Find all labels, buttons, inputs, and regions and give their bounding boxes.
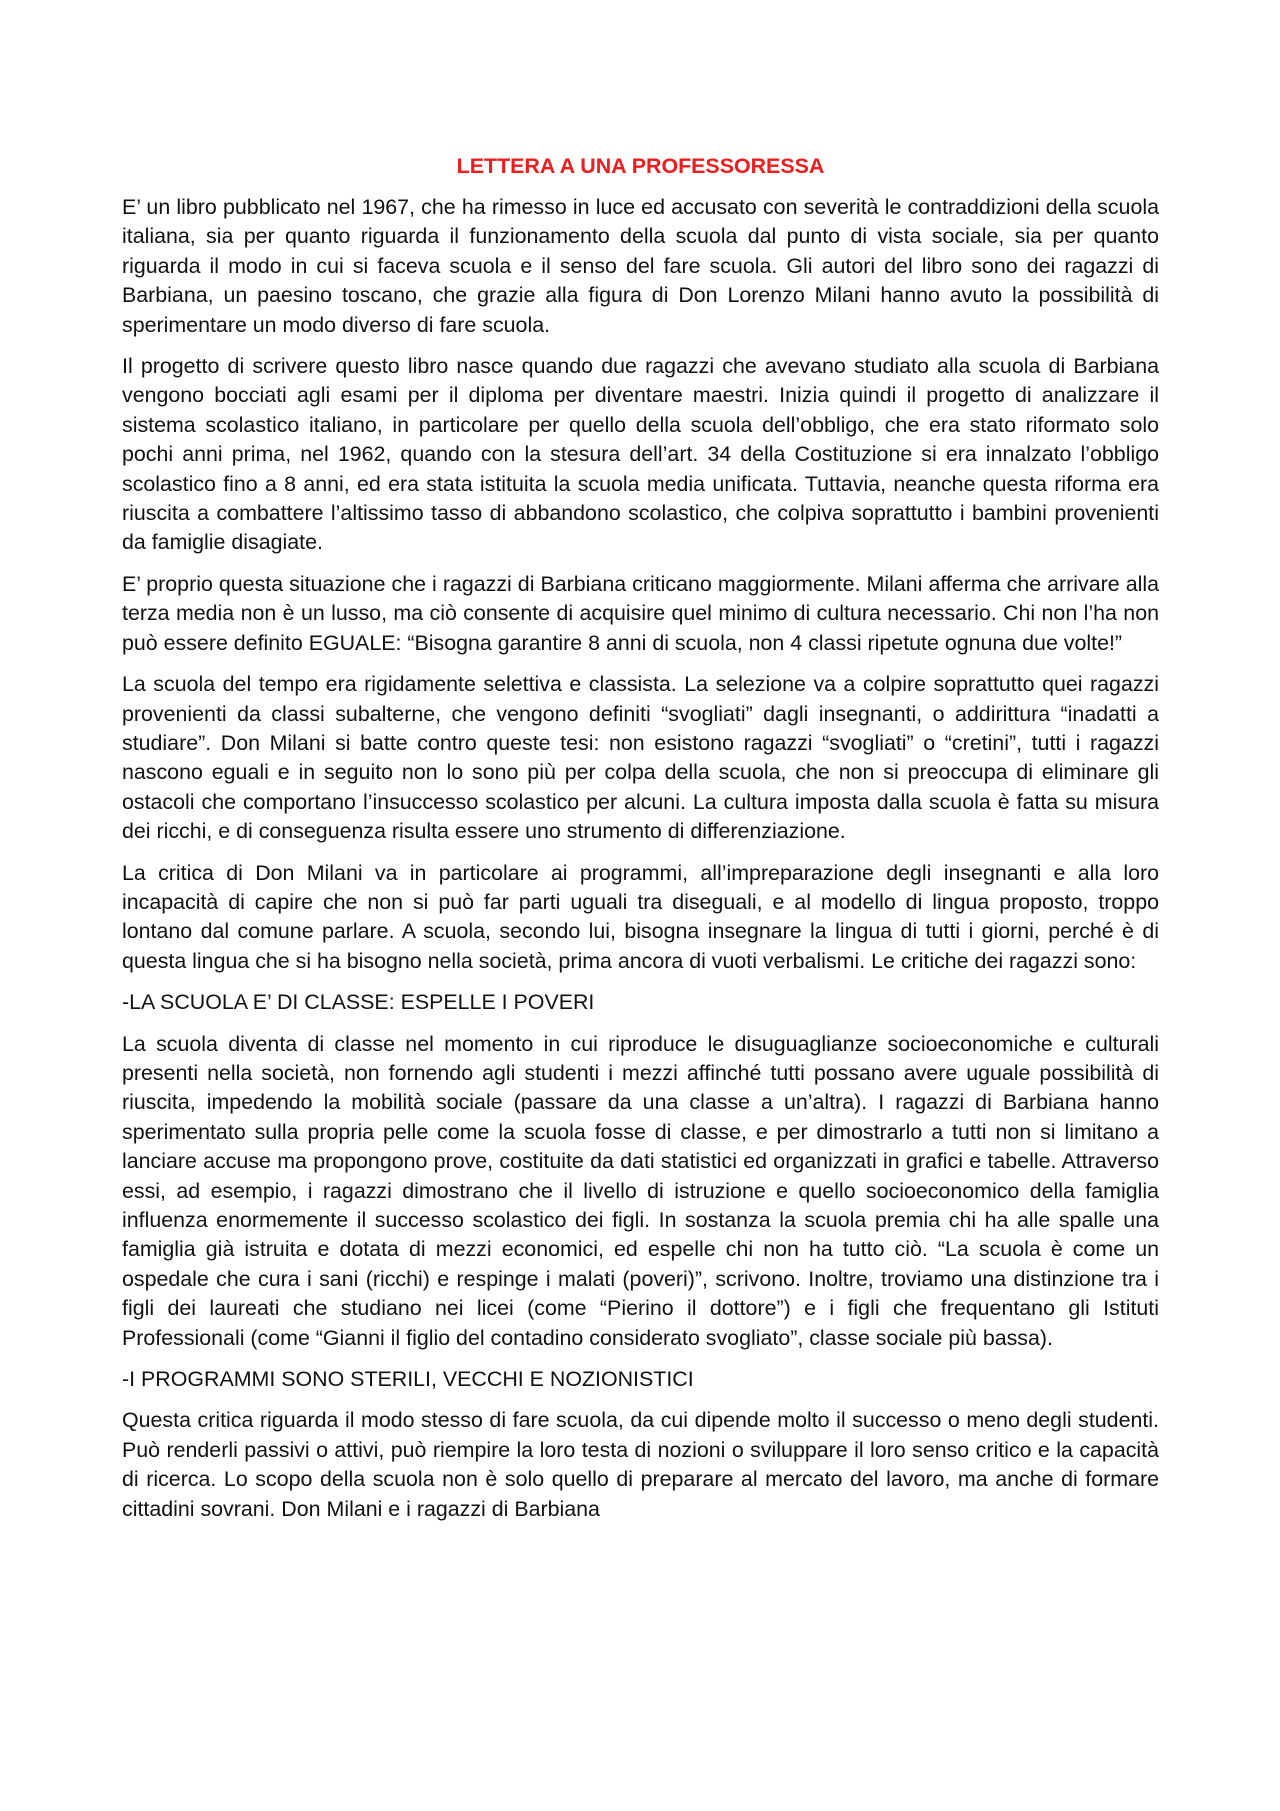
document-title: LETTERA A UNA PROFESSORESSA (456, 154, 825, 178)
paragraph-selective-school: La scuola del tempo era rigidamente selettiva e classista. La selezione va a colpire soprattutto quei ragazzi provenienti da classi subalterne, che vengono definiti “svogliati” dagli insegnanti, o addirittura “inadatti a studiare”. Don Milani si batte contro queste tesi: non esistono ragazzi “svogliati” o “cretini”, tutti i ragazzi nascono eguali e in seguito non lo sono più per colpa della scuola, che non si preoccupa di eliminare gli ostacoli che comportano l’insuccesso scolastico per alcuni. La cultura imposta dalla scuola è fatta su misura dei ricchi, e di conseguenza risulta essere uno strumento di differenziazione. (122, 672, 1159, 844)
document-page (122, 152, 1159, 1536)
paragraph-intro: E’ un libro pubblicato nel 1967, che ha rimesso in luce ed accusato con severità le contraddizioni della scuola italiana, sia per quanto riguarda il funzionamento della scuola dal punto di vista sociale, sia per quanto riguarda il modo in cui si faceva scuola e il senso del fare scuola. Gli autori del libro sono dei ragazzi di Barbiana, un paesino toscano, che grazie alla figura di Don Lorenzo Milani hanno avuto la possibilità di sperimentare un modo diverso di fare scuola. (122, 195, 1159, 337)
paragraph-class-school: La scuola diventa di classe nel momento in cui riproduce le disuguaglianze socioeconomiche e culturali presenti nella società, non fornendo agli studenti i mezzi affinché tutti possano avere uguale possibilità di riuscita, impedendo la mobilità sociale (passare da una classe a un’altra). I ragazzi di Barbiana hanno sperimentato sulla propria pelle come la scuola fosse di classe, e per dimostrarlo a tutti non si limitano a lanciare accuse ma propongono prove, costituite da dati statistici ed organizzati in grafici e tabelle. Attraverso essi, ad esempio, i ragazzi dimostrano che il livello di istruzione e quello socioeconomico della famiglia influenza enormemente il successo scolastico dei figli. In sostanza la scuola premia chi ha alle spalle una famiglia già istruita e dotata di mezzi economici, ed espelle chi non ha tutto ciò. “La scuola è come un ospedale che cura i sani (ricchi) e respinge i malati (poveri)”, scrivono. Inoltre, troviamo una distinzione tra i figli dei laureati che studiano nei licei (come “Pierino il dottore”) e i figli che frequentano gli Istituti Professionali (come “Gianni il figlio del contadino considerato svogliato”, classe sociale più bassa). (122, 1031, 1159, 1350)
paragraph-programs: Questa critica riguarda il modo stesso di fare scuola, da cui dipende molto il successo o meno degli studenti. Può renderli passivi o attivi, può riempire la loro testa di nozioni o sviluppare il loro senso critico e la capacità di ricerca. Lo scopo della scuola non è solo quello di preparare al mercato del lavoro, ma anche di formare cittadini sovrani. Don Milani e i ragazzi di Barbiana (122, 1408, 1159, 1521)
paragraph-milani-critique: La critica di Don Milani va in particolare ai programmi, all’impreparazione degli insegnanti e alla loro incapacità di capire che non si può far parti uguali tra diseguali, e al modello di lingua proposto, troppo lontano dal comune parlare. A scuola, secondo lui, bisogna insegnare la lingua di tutti i giorni, perché è di questa lingua che si ha bisogno nella società, prima ancora di vuoti verbalismi. Le critiche dei ragazzi sono: (122, 860, 1159, 973)
section-heading-class-school: -LA SCUOLA E’ DI CLASSE: ESPELLE I POVERI (122, 990, 595, 1015)
paragraph-project: Il progetto di scrivere questo libro nasce quando due ragazzi che avevano studiato alla scuola di Barbiana vengono bocciati agli esami per il diploma per diventare maestri. Inizia quindi il progetto di analizzare il sistema scolastico italiano, in particolare per quello della scuola dell’obbligo, che era stato riformato solo pochi anni prima, nel 1962, quando con la stesura dell’art. 34 della Costituzione si era innalzato l’obbligo scolastico fino a 8 anni, ed era stata istituita la scuola media unificata. Tuttavia, neanche questa riforma era riuscita a combattere l’altissimo tasso di abbandono scolastico, che colpiva soprattutto i bambini provenienti da famiglie disagiate. (122, 354, 1159, 555)
paragraph-situation: E’ proprio questa situazione che i ragazzi di Barbiana criticano maggiormente. Milani afferma che arrivare alla terza media non è un lusso, ma ciò consente di acquisire quel minimo di cultura necessario. Chi non l’ha non può essere definito EGUALE: “Bisogna garantire 8 anni di scuola, non 4 classi ripetute ognuna due volte!” (122, 571, 1159, 655)
section-heading-programs: -I PROGRAMMI SONO STERILI, VECCHI E NOZIONISTICI (122, 1367, 694, 1392)
